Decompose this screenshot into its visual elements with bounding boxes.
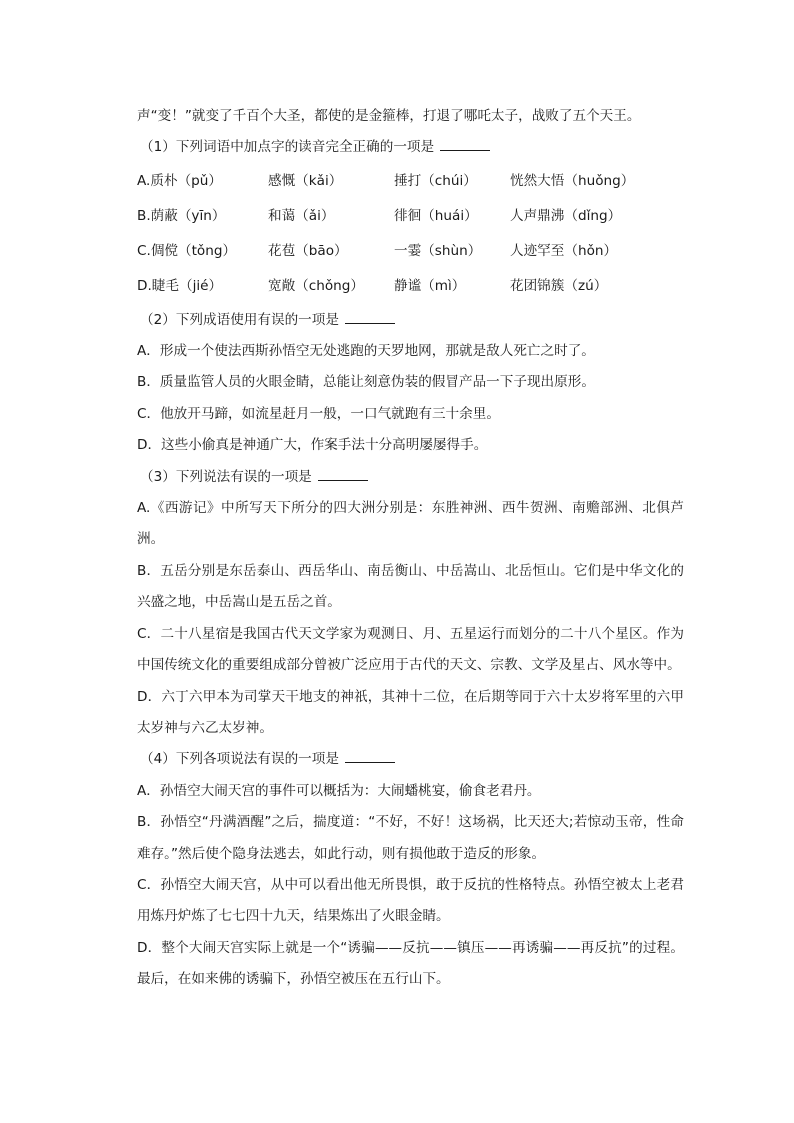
option-cell: 一霎（shùn） (394, 243, 482, 260)
question-4 (137, 744, 684, 775)
intro-text: 声“变！”就变了千百个大圣，都使的是金箍棒，打退了哪吒太子，战败了五个天王。 (137, 108, 641, 124)
question-2-stem: （2）下列成语使用有误的一项是 (140, 311, 339, 328)
option-cell: 人声鼎沸（dǐng） (510, 208, 622, 225)
question-4-option-d: D．整个大闹天宫实际上就是一个“诱骗——反抗——镇压——再诱骗——再反抗”的过程。最后，在如来佛的诱骗下，孙悟空被压在五行山下。 (137, 939, 684, 988)
question-1-options (137, 164, 684, 305)
question-3 (137, 462, 684, 493)
option-cell: 静谧（mì） (394, 278, 466, 295)
question-3-stem: （3）下列说法有误的一项是 (140, 468, 312, 485)
option-cell: 恍然大悟（huǒng） (510, 172, 635, 189)
question-3-option-b: B．五岳分别是东岳泰山、西岳华山、南岳衡山、中岳嵩山、北岳恒山。它们是中华文化的兴盛之地，中岳嵩山是五岳之首。 (137, 562, 684, 611)
option-cell: 人迹罕至（hǒn） (510, 243, 618, 260)
question-1-stem: （1）下列词语中加点字的读音完全正确的一项是 (140, 139, 435, 156)
option-cell: 花苞（bāo） (268, 243, 348, 260)
question-2-option-b: B．质量监管人员的火眼金睛，总能让刻意伪装的假冒产品一下子现出原形。 (137, 374, 595, 391)
question-4-option-b: B．孙悟空“丹满酒醒”之后，揣度道：“不好，不好！这场祸，比天还大;若惊动玉帝，性命难存。”然后使个隐身法逃去，如此行动，则有损他敢于造反的形象。 (137, 814, 684, 862)
option-cell: C.倜傥（tǒng） (137, 243, 237, 260)
option-row-b (137, 199, 684, 234)
answer-blank (345, 309, 395, 324)
option-row-c (137, 234, 684, 269)
question-2-option-c: C．他放开马蹄，如流星赶月一般，一口气就跑有三十余里。 (137, 405, 500, 422)
answer-blank (440, 136, 490, 151)
question-3-option-a: A.《西游记》中所写天下所分的四大洲分别是：东胜神洲、西牛贺洲、南赡部洲、北俱芦洲。 (137, 500, 684, 548)
question-4-stem: （4）下列各项说法有误的一项是 (140, 751, 339, 768)
option-row-a (137, 164, 684, 199)
option-cell: 宽敞（chǒng） (268, 278, 365, 295)
option-cell: D.睫毛（jié） (137, 278, 223, 295)
option-cell: 感慨（kǎi） (268, 172, 343, 189)
question-4-option-a: A．孙悟空大闹天宫的事件可以概括为：大闹蟠桃宴，偷食老君丹。 (137, 782, 541, 799)
question-2-option-d: D．这些小偷真是神通广大，作案手法十分高明屡屡得手。 (137, 437, 488, 454)
answer-blank (318, 466, 368, 481)
option-cell: B.荫蔽（yīn） (137, 208, 226, 225)
question-2 (137, 305, 684, 336)
option-cell: 花团锦簇（zú） (510, 278, 608, 295)
option-row-d (137, 269, 684, 304)
option-cell: 和蔼（ǎi） (268, 208, 335, 225)
question-1 (137, 132, 684, 163)
question-3-option-c: C．二十八星宿是我国古代天文学家为观测日、月、五星运行而划分的二十八个星区。作为中国传统文化的重要组成部分曾被广泛应用于古代的天文、宗教、文学及星占、风水等中。 (137, 625, 684, 674)
option-cell: A.质朴（pǔ） (137, 172, 223, 189)
question-4-option-c: C．孙悟空大闹天宫，从中可以看出他无所畏惧，敢于反抗的性格特点。孙悟空被太上老君用炼丹炉炼了七七四十九天，结果炼出了火眼金睛。 (137, 876, 684, 925)
question-3-option-d: D．六丁六甲本为司掌天干地支的神祇，其神十二位，在后期等同于六十太岁将军里的六甲太岁神与六乙太岁神。 (137, 688, 684, 736)
answer-blank (345, 748, 395, 763)
option-cell: 徘徊（huái） (394, 208, 478, 225)
question-2-option-a: A．形成一个使法西斯孙悟空无处逃跑的天罗地网，那就是敌人死亡之时了。 (137, 343, 595, 360)
option-cell: 捶打（chúi） (394, 172, 477, 189)
